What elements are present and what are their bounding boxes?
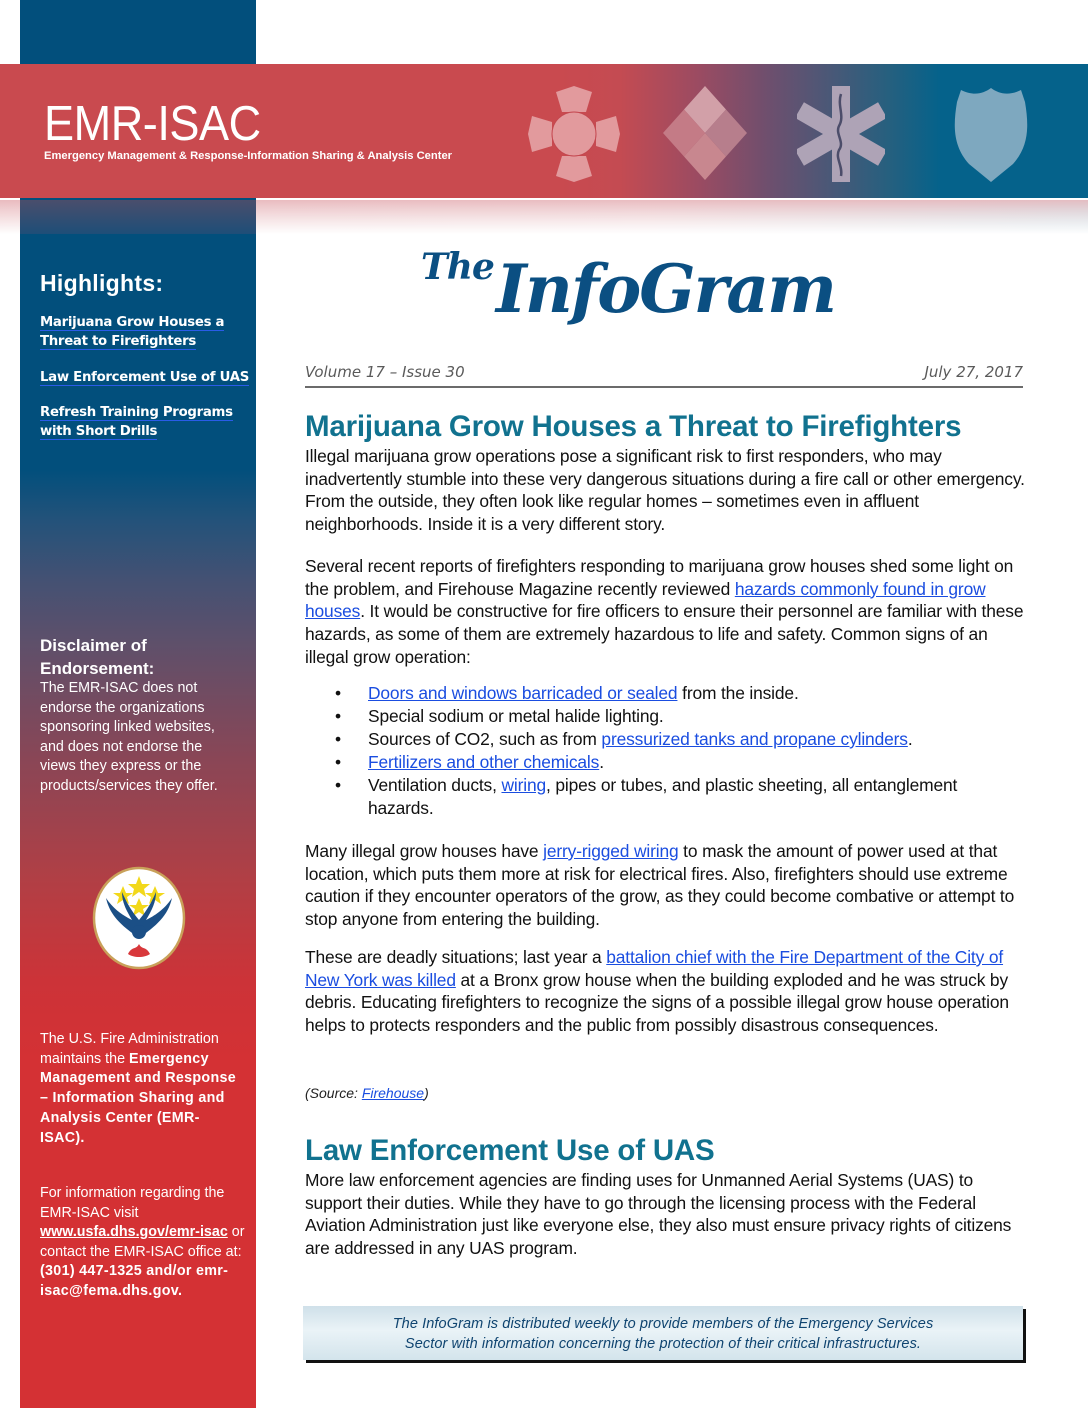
text: Ventilation ducts, [368, 775, 502, 795]
grow-operation-signs-list [305, 682, 1027, 820]
maltese-cross-icon [528, 86, 620, 182]
disclaimer-title: Disclaimer of Endorsement: [40, 636, 155, 678]
sidebar-reflection [20, 200, 256, 234]
text: , pipes or tubes, and plastic sheeting, all entanglement hazards. [368, 775, 958, 818]
wiring-link[interactable]: wiring [501, 775, 546, 795]
text: . [907, 729, 913, 749]
text: Many illegal grow houses have [305, 841, 544, 861]
contact-intro: For information regarding the EMR-ISAC visit [40, 1185, 225, 1221]
text: These are deadly situations; last year a [305, 947, 607, 967]
text: Sources of CO2, such as from [368, 729, 602, 749]
brand-title: EMR-ISAC [44, 97, 261, 151]
highlight-link-uas[interactable] [40, 368, 249, 387]
contact-phone-email: (301) 447-1325 and/or emr-isac@fema.dhs.gov. [40, 1263, 229, 1299]
masthead-the: The [421, 246, 494, 288]
article1-paragraph-1: Illegal marijuana grow operations pose a significant risk to first responders, who may inadvertently stumble into these very dangerous situations during a fire call or other emergency. From the outside, they often look like regular homes – sometimes even in affluent neighborhoods. Inside it is a very different story. [305, 446, 1025, 535]
doors-windows-link[interactable]: Doors and windows barricaded or sealed [368, 683, 678, 703]
list-item [305, 751, 1027, 774]
bullet-icon: • [335, 775, 341, 795]
text: to mask the amount of power used at that location, which puts them more at risk for electrical fires. Also, firefighters should use extreme caution if they encounter operators of the grow, as they could become combative or attempt to stop anyone from entering the building. [305, 841, 1015, 930]
highlight-link-line[interactable]: Refresh Training Programs [40, 405, 233, 420]
jerry-rigged-wiring-link[interactable]: jerry-rigged wiring [543, 841, 679, 861]
issue-date: July 27, 2017 [924, 363, 1023, 381]
usfa-intro: The U.S. Fire Administration maintains the [40, 1031, 219, 1067]
usfa-seal-icon [92, 866, 186, 975]
masthead-title: InfoGram [496, 250, 836, 328]
text: . [599, 752, 604, 772]
article1-paragraph-2 [305, 555, 1027, 669]
text: Special sodium or metal halide lighting. [368, 706, 664, 726]
text: ) [424, 1085, 429, 1101]
star-of-life-icon [797, 86, 885, 182]
article1-source [305, 1085, 429, 1101]
list-item [305, 682, 1027, 705]
article1-paragraph-3 [305, 840, 1027, 931]
text: . It would be constructive for fire officers to ensure their personnel are familiar with these hazards, as some of them are extremely hazardous to life and safety. Common signs of an illegal grow operation: [305, 601, 1024, 667]
highlight-link-line[interactable]: Law Enforcement Use of UAS [40, 370, 249, 385]
contact-info [40, 1184, 245, 1301]
bullet-icon: • [335, 729, 341, 749]
list-item [305, 774, 1027, 820]
hazards-link[interactable]: hazards commonly found in grow houses [305, 578, 986, 622]
highlight-link-training[interactable] [40, 403, 233, 441]
firehouse-source-link[interactable]: Firehouse [361, 1085, 425, 1101]
police-badge-icon [953, 86, 1029, 182]
bullet-icon: • [335, 706, 341, 726]
distribution-line-2: Sector with information concerning the protection of their critical infrastructures. [404, 1336, 922, 1352]
article-title-marijuana: Marijuana Grow Houses a Threat to Firefighters [305, 410, 962, 443]
fertilizers-link[interactable]: Fertilizers and other chemicals [368, 752, 600, 772]
highlight-link-line[interactable]: with Short Drills [40, 424, 158, 439]
bullet-icon: • [335, 683, 341, 703]
highlight-link-line[interactable]: Marijuana Grow Houses a [40, 315, 225, 330]
text: (Source: [305, 1085, 362, 1101]
contact-mid: or contact the EMR-ISAC office at: [40, 1224, 245, 1260]
brand-subtitle: Emergency Management & Response-Information Sharing & Analysis Center [44, 150, 453, 162]
bullet-icon: • [335, 752, 341, 772]
article2-paragraph-1: More law enforcement agencies are finding uses for Unmanned Aerial Systems (UAS) to support their duties. While they have to go through the licensing process with the Federal Aviation Administration just like everyone else, they also must ensure privacy rights of citizens are addressed in any UAS program. [305, 1170, 1012, 1259]
highlight-link-marijuana[interactable] [40, 313, 224, 351]
usfa-statement [40, 1030, 240, 1148]
pressurized-tanks-link[interactable]: pressurized tanks and propane cylinders [601, 729, 908, 749]
highlights-title: Highlights: [40, 270, 164, 296]
article-title-uas: Law Enforcement Use of UAS [305, 1134, 715, 1167]
article1-paragraph-4 [305, 946, 1027, 1037]
hazmat-diamond-icon [663, 86, 747, 180]
highlight-link-line[interactable]: Threat to Firefighters [40, 334, 196, 349]
volume-issue: Volume 17 – Issue 30 [305, 363, 465, 381]
issue-bar [305, 362, 1023, 388]
emr-isac-website-link[interactable]: www.usfa.dhs.gov/emr-isac [40, 1224, 228, 1240]
list-item [305, 728, 1027, 751]
list-item [305, 705, 1027, 728]
text: at a Bronx grow house when the building exploded and he was struck by debris. Educating firefighters to recognize the signs of a possible illegal grow house operation helps to protects responders and the public from possibly disastrous consequences. [305, 969, 1009, 1036]
distribution-line-1: The InfoGram is distributed weekly to provide members of the Emergency Services [392, 1316, 934, 1332]
text: from the inside. [677, 683, 799, 703]
battalion-chief-link[interactable]: battalion chief with the Fire Department of the City of New York was killed [305, 947, 1004, 990]
distribution-note [303, 1306, 1023, 1360]
text: Several recent reports of firefighters responding to marijuana grow houses shed some light on the problem, and Firehouse Magazine recently reviewed [305, 556, 1014, 599]
disclaimer-body: The EMR-ISAC does not endorse the organizations sponsoring linked websites, and does not endorse the views they express or the products/services they offer. [40, 680, 218, 794]
usfa-bold: Emergency Management and Response – Information Sharing and Analysis Center (EMR-ISAC). [40, 1050, 236, 1146]
